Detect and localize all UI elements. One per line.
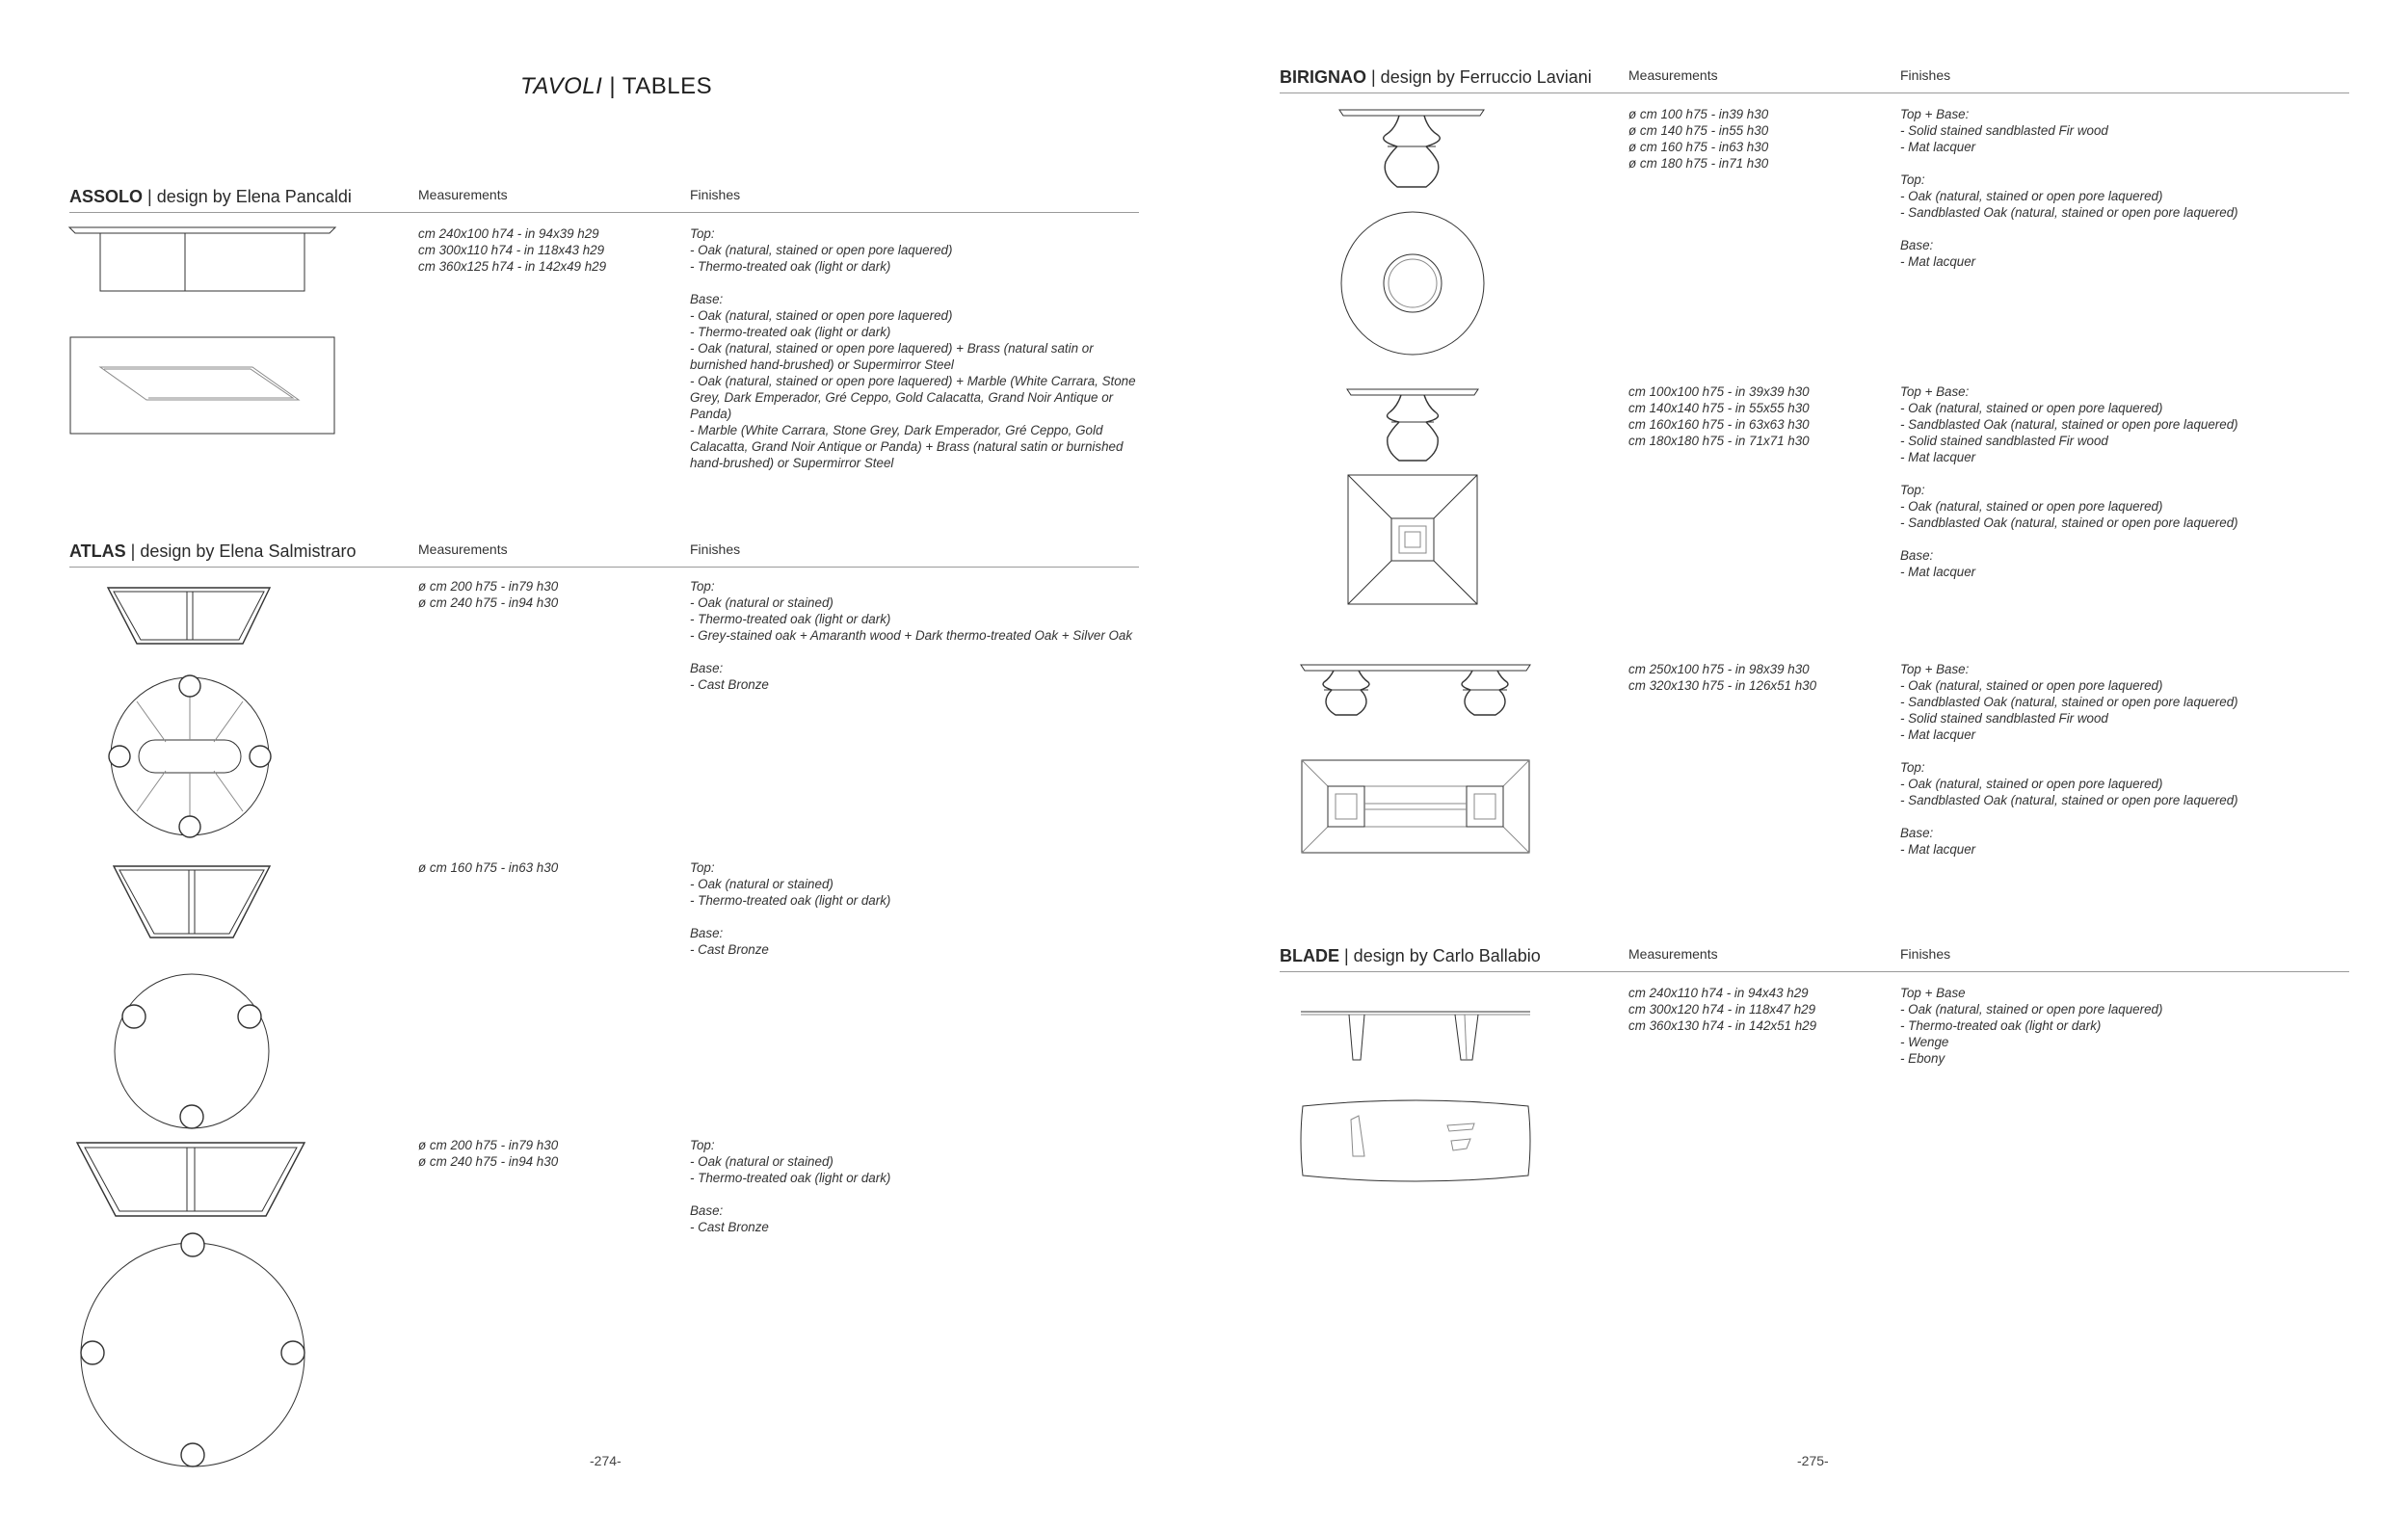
- product-title: BLADE | design by Carlo Ballabio: [1280, 946, 1541, 965]
- birignao-1-side-drawing: [1339, 108, 1486, 196]
- birignao-2-top-drawing: [1347, 474, 1482, 614]
- atlas-1-top-drawing: [108, 674, 272, 843]
- section-atlas: [69, 540, 1139, 1465]
- atlas-1-measurements: ø cm 200 h75 - in79 h30 ø cm 240 h75 - in94 h30: [418, 579, 559, 610]
- measurements-label: Measurements: [418, 187, 508, 202]
- finishes-label: Finishes: [1900, 946, 1951, 962]
- assolo-finishes: Top: - Oak (natural, stained or open pore laquered) - Thermo-treated oak (light or dark) Base: - Oak (natural, stained or open pore laquered) - Thermo-treated oak (light or dark) - Oak (natural, stained or open pore laquered) + Brass (natural satin or burnished hand-brushed) or Supermirror Steel - Oak (natural, stained or open pore laquered) + Marble (White Carrara, Stone Grey, Dark Emperador, Gré Ceppo, Gold Calacatta, Grand Noir Antique or Panda) - Marble (White Carrara, Stone Grey, Dark Emperador, Gré Ceppo, Gold Calacatta, Grand Noir Antique or Panda) + Brass (natural satin or burnished hand-brushed) or Supermirror Steel: [690, 226, 1136, 470]
- birignao-2-measurements: cm 100x100 h75 - in 39x39 h30 cm 140x140 h75 - in 55x55 h30 cm 160x160 h75 - in 63x63 h30 cm 180x180 h75 - in 71x71 h30: [1628, 384, 1810, 448]
- birignao-2-side-drawing: [1347, 387, 1482, 467]
- section-header: [1280, 66, 2349, 93]
- blade-side-drawing: [1301, 1010, 1532, 1069]
- section-header: [69, 185, 1139, 213]
- page-number-right: -275-: [1797, 1453, 1829, 1468]
- assolo-measurements: cm 240x100 h74 - in 94x39 h29 cm 300x110 h74 - in 118x43 h29 cm 360x125 h74 - in 142x49 h29: [418, 226, 607, 274]
- section-blade: [1280, 944, 2349, 1195]
- atlas-2-measurements: ø cm 160 h75 - in63 h30: [418, 860, 559, 875]
- product-title: BIRIGNAO | design by Ferruccio Laviani: [1280, 67, 1592, 87]
- section-header: [1280, 944, 2349, 972]
- atlas-2-side-drawing: [114, 864, 274, 944]
- page-number-left: -274-: [590, 1453, 622, 1468]
- section-assolo: [69, 185, 1139, 474]
- product-title: ATLAS | design by Elena Salmistraro: [69, 541, 357, 561]
- assolo-top-drawing: [69, 336, 339, 441]
- atlas-3-finishes: Top: - Oak (natural or stained) - Thermo-treated oak (light or dark) Base: - Cast Bronze: [690, 1138, 891, 1234]
- birignao-1-finishes: Top + Base: - Solid stained sandblasted Fir wood - Mat lacquer Top: - Oak (natural, stained or open pore laquered) - Sandblasted Oak (natural, stained or open pore laquered) Base: - Mat lacquer: [1900, 107, 2238, 269]
- blade-measurements: cm 240x110 h74 - in 94x43 h29 cm 300x120 h74 - in 118x47 h29 cm 360x130 h74 - in 142x51 h29: [1628, 986, 1817, 1033]
- atlas-2-top-drawing: [114, 971, 274, 1136]
- birignao-1-top-drawing: [1339, 210, 1486, 361]
- product-title: ASSOLO | design by Elena Pancaldi: [69, 187, 352, 206]
- birignao-3-finishes: Top + Base: - Oak (natural, stained or open pore laquered) - Sandblasted Oak (natural, stained or open pore laquered) - Solid stained sandblasted Fir wood - Mat lacquer Top: - Oak (natural, stained or open pore laquered) - Sandblasted Oak (natural, stained or open pore laquered) Base: - Mat lacquer: [1900, 662, 2238, 857]
- measurements-label: Measurements: [1628, 946, 1718, 962]
- section-header: [69, 540, 1139, 568]
- blade-finishes: Top + Base - Oak (natural, stained or open pore laquered) - Thermo-treated oak (light or dark) - Wenge - Ebony: [1900, 986, 2163, 1066]
- spread-title: TAVOLI | TABLES: [520, 73, 713, 99]
- atlas-2-finishes: Top: - Oak (natural or stained) - Thermo-treated oak (light or dark) Base: - Cast Bronze: [690, 860, 891, 957]
- finishes-label: Finishes: [690, 187, 741, 202]
- blade-top-drawing: [1301, 1098, 1532, 1190]
- right-page: [1204, 0, 2408, 1532]
- atlas-3-side-drawing: [77, 1141, 308, 1223]
- birignao-2-finishes: Top + Base: - Oak (natural, stained or open pore laquered) - Sandblasted Oak (natural, stained or open pore laquered) - Solid stained sandblasted Fir wood - Mat lacquer Top: - Oak (natural, stained or open pore laquered) - Sandblasted Oak (natural, stained or open pore laquered) Base: - Mat lacquer: [1900, 384, 2238, 579]
- assolo-side-drawing: [69, 225, 339, 300]
- measurements-label: Measurements: [418, 541, 508, 557]
- section-birignao: [1280, 66, 2349, 894]
- atlas-1-side-drawing: [108, 586, 272, 650]
- finishes-label: Finishes: [1900, 67, 1951, 83]
- birignao-3-top-drawing: [1301, 759, 1532, 860]
- birignao-3-measurements: cm 250x100 h75 - in 98x39 h30 cm 320x130 h75 - in 126x51 h30: [1628, 662, 1817, 693]
- atlas-3-top-drawing: [77, 1235, 308, 1471]
- finishes-label: Finishes: [690, 541, 741, 557]
- atlas-1-finishes: Top: - Oak (natural or stained) - Thermo-treated oak (light or dark) - Grey-stained oak + Amaranth wood + Dark thermo-treated Oak + Silver Oak Base: - Cast Bronze: [690, 579, 1133, 692]
- measurements-label: Measurements: [1628, 67, 1718, 83]
- atlas-3-measurements: ø cm 200 h75 - in79 h30 ø cm 240 h75 - in94 h30: [418, 1138, 559, 1169]
- birignao-1-measurements: ø cm 100 h75 - in39 h30 ø cm 140 h75 - in55 h30 ø cm 160 h75 - in63 h30 ø cm 180 h75 - in71 h30: [1628, 107, 1769, 171]
- birignao-3-side-drawing: [1301, 663, 1532, 722]
